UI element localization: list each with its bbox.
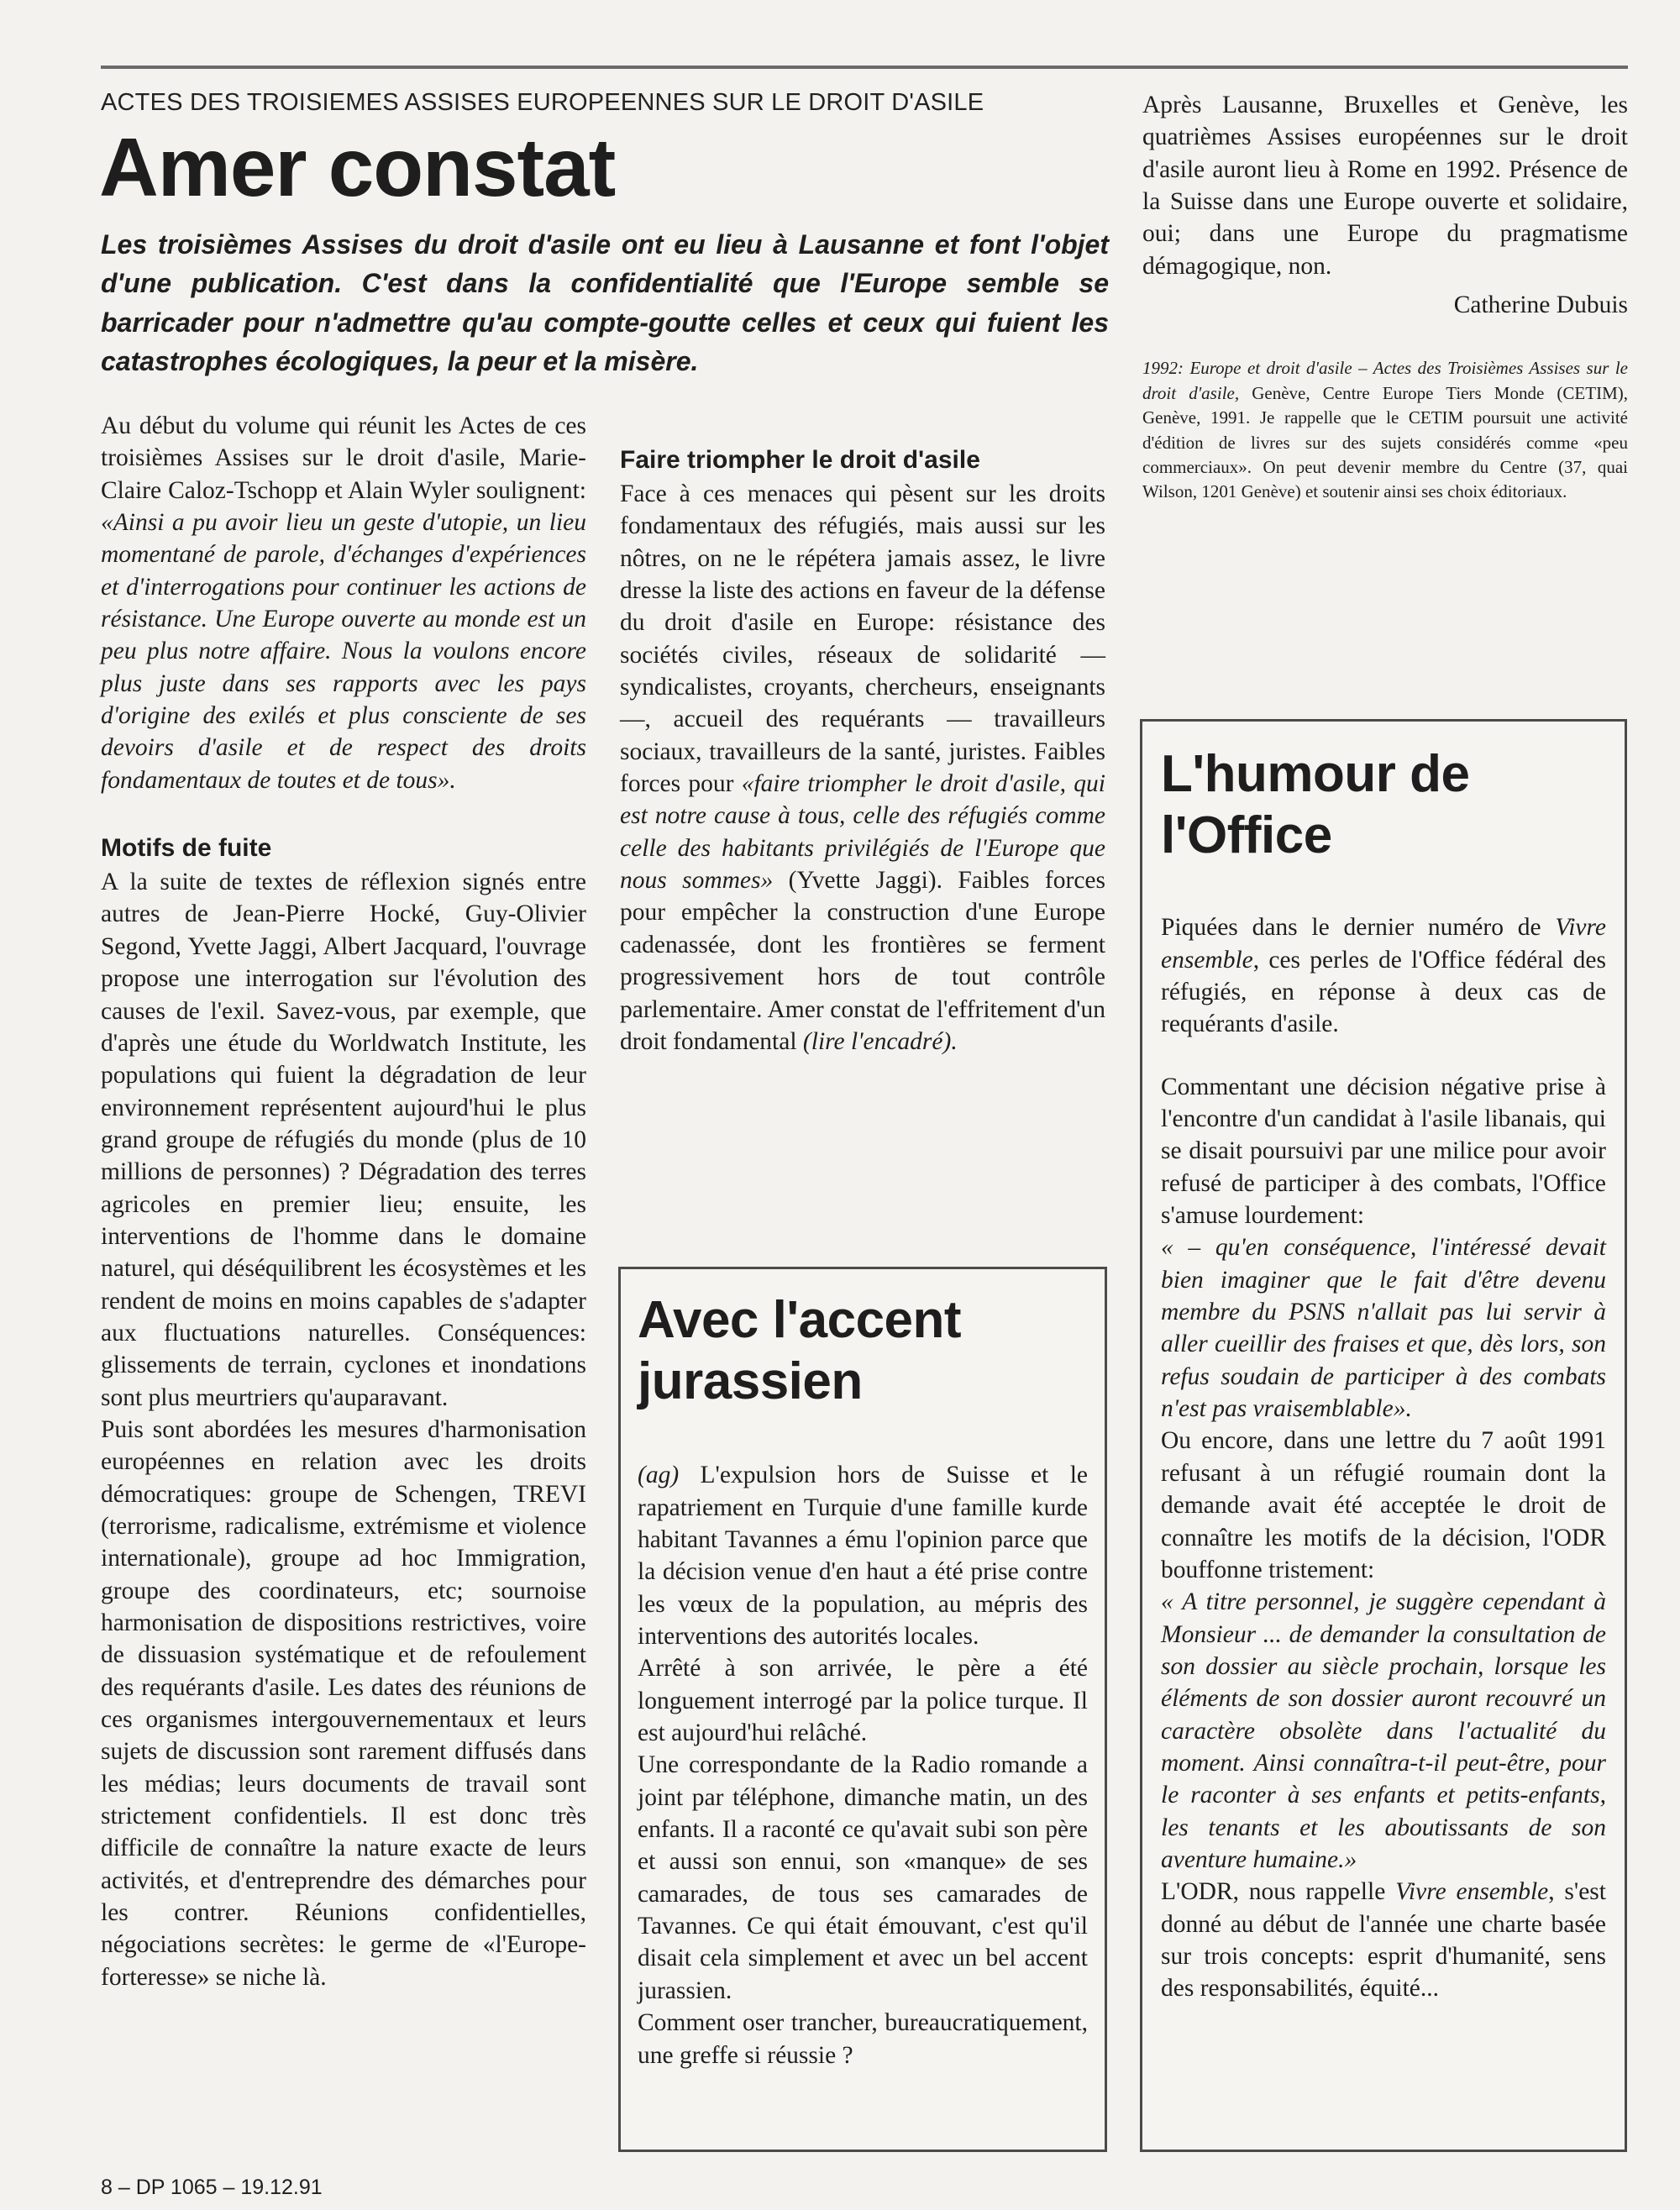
- box-office-intro: [1161, 911, 1606, 1040]
- book-reference-title: 1992: Europe et droit d'asile – Actes des Troisièmes Assises sur le droit d'asile,: [1142, 358, 1628, 403]
- box-jura-text: [638, 1459, 1088, 2071]
- box-office-text: [1161, 911, 1606, 2004]
- author-signature: Catherine Dubuis: [1453, 291, 1628, 319]
- box-jura-paragraph: [638, 1459, 1088, 1652]
- intro-text: Au début du volume qui réunit les Actes de ces troisièmes Assises sur le droit d'asile, Marie-Claire Caloz-Tschopp et Alain Wyler soulignent:: [101, 412, 586, 504]
- box-office-intro-b: , ces perles de l'Office fédéral des réfugiés, en réponse à deux cas de requérants d'asile.: [1161, 946, 1606, 1038]
- box-office-quote-2: [1161, 1586, 1606, 1876]
- actions-quote: «faire triompher le droit d'asile, qui est notre cause à tous, celle des réfugiés comme celle des habitants privilégiés de l'Europe que nous sommes»: [620, 770, 1105, 895]
- article-title: Amer constat: [99, 121, 616, 213]
- sidebar-box-jura: [618, 1267, 1107, 2152]
- box-jura-para-4: Comment oser trancher, bureaucratiquement, une greffe si réussie ?: [638, 2009, 1088, 2069]
- paragraph-harmonisation: Puis sont abordées les mesures d'harmonisation européennes en relation avec les droits démocratiques: groupe de Schengen, TREVI (terrorisme, radicalisme, extrémisme et violence internationale), groupe ad hoc Immigration, groupe des coordinateurs, etc; sournoise harmonisation de dispositions restrictives, voire de dissuasion systématique et de refoulement des requérants d'asile. Les dates des réunions de ces organismes intergouvernementaux et leurs sujets de discussion sont rarement diffusés dans les médias; leurs documents de travail sont strictement confidentiels. Il est donc très difficile de connaître la nature exacte de leurs activités, et d'entreprendre des démarches pour les contrer. Réunions confidentielles, négociations secrètes: le germe de «l'Europe-forteresse» se niche là.: [101, 1415, 586, 1991]
- box-office-intro-a: Piquées dans le dernier numéro de: [1161, 914, 1556, 942]
- article-lead: Les troisièmes Assises du droit d'asile ont eu lieu à Lausanne et font l'objet d'une publication. C'est dans la confidentialité que l'Europe semble se barricader pour n'admettre qu'au compte-goutte celles et ceux qui fuient les catastrophes écologiques, la peur et la misère.: [101, 229, 1109, 377]
- book-reference-details: Genève, Centre Europe Tiers Monde (CETIM), Genève, 1991. Je rappelle que le CETIM poursuit une activité d'édition de livres sur des sujets considérés comme «peu commerciaux». On peut devenir membre du Centre (37, quai Wilson, 1201 Genève) et soutenir ainsi ses choix éditoriaux.: [1142, 382, 1628, 502]
- box-office-para-2: Ou encore, dans une lettre du 7 août 1991 refusant à un réfugié roumain dont la demande avait été acceptée le droit de connaître les motifs de la décision, l'ODR bouffonne tristement:: [1161, 1427, 1606, 1583]
- article-column-3: [1142, 89, 1628, 505]
- actions-text: Face à ces menaces qui pèsent sur les droits fondamentaux des réfugiés, mais aussi sur les nôtres, on ne le répétera jamais assez, le livre dresse la liste des actions en faveur de la défense du droit d'asile en Europe: résistance des sociétés civiles, réseaux de solidarité — syndicalistes, croyants, chercheurs, enseignants —, accueil des requérants — travailleurs sociaux, travailleurs de la santé, juristes. Faibles forces pour: [620, 480, 1105, 798]
- box-jura-tag: (ag): [638, 1462, 680, 1489]
- paragraph-actions: [620, 478, 1105, 1058]
- paragraph-causes: A la suite de textes de réflexion signés entre autres de Jean-Pierre Hocké, Guy-Olivier Segond, Yvette Jaggi, Albert Jacquard, l'ouvrage propose une interrogation sur l'évolution des causes de l'exil. Savez-vous, par exemple, que d'après une étude du Worldwatch Institute, les populations qui fuient la dégradation de leur environnement représentent aujourd'hui le plus grand groupe de réfugiés du monde (plus de 10 millions de personnes) ? Dégradation des terres agricoles en premier lieu; ensuite, les interventions de l'homme dans le domaine naturel, qui déséquilibrent les écosystèmes et les rendent de moins en moins capables de s'adapter aux fluctuations naturelles. Conséquences: glissements de terrain, cyclones et inondations sont plus meurtriers qu'auparavant.: [101, 869, 586, 1411]
- box-jura-para-1: L'expulsion hors de Suisse et le rapatriement en Turquie d'une famille kurde habitant Tavannes a ému l'opinion parce que la décision venue d'en haut a été prise contre les vœux de la population, au mépris des interventions des autorités locales.: [638, 1462, 1088, 1651]
- box-office-para-1: Commentant une décision négative prise à l'encontre d'un candidat à l'asile libanais, qui se disait poursuivi par une milice pour avoir refusé de participer à des combats, l'Office s'amuse lourdement:: [1161, 1073, 1606, 1230]
- actions-text-end: (Yvette Jaggi). Faibles forces pour empêcher la construction d'une Europe cadenassée, dont les frontières se ferment progressivement hors de tout contrôle parlementaire. Amer constat de l'effritement d'un droit fondamental: [620, 867, 1105, 1055]
- box-office-intro-publication: Vivre ensemble: [1161, 914, 1606, 974]
- box-office-para-3-publication: Vivre ensemble: [1395, 1878, 1549, 1906]
- intro-quote: «Ainsi a pu avoir lieu un geste d'utopie, un lieu momentané de parole, d'échanges d'expériences et d'interrogations pour continuer les actions de résistance. Une Europe ouverte au monde est un peu plus notre affaire. Nous la voulons encore plus juste dans ses rapports avec les pays d'origine des exilés et plus consciente de ses devoirs d'asile et de respect des droits fondamentaux de toutes et de tous».: [101, 509, 586, 794]
- article-kicker: ACTES DES TROISIEMES ASSISES EUROPEENNES SUR LE DROIT D'ASILE: [101, 89, 984, 116]
- top-rule: [101, 66, 1628, 69]
- box-office-para-3-b: , s'est donné au début de l'année une charte basée sur trois concepts: esprit d'humanité, sens des responsabilités, équité...: [1161, 1878, 1606, 2003]
- box-office-quote-2-text: « A titre personnel, je suggère cependant à Monsieur ... de demander la consultation de son dossier au siècle prochain, lorsque les éléments de son dossier auront recouvré un caractère obsolète dans l'actualité du moment. Ainsi connaîtra-t-il peut-être, pour le raconter à ses enfants et petits-enfants, les tenants et les aboutissants de son aventure humaine.»: [1161, 1588, 1606, 1873]
- sidebar-box-office: [1140, 719, 1627, 2152]
- article-column-1: [101, 410, 586, 1993]
- box-jura-title: Avec l'accent jurassien: [638, 1291, 962, 1411]
- box-office-title: L'humour de l'Office: [1161, 745, 1470, 865]
- box-jura-para-2: Arrêté à son arrivée, le père a été longuement interrogé par la police turque. Il est aujourd'hui relâché.: [638, 1655, 1088, 1747]
- page-folio: 8 – DP 1065 – 19.12.91: [101, 2176, 323, 2199]
- box-office-quote-1-text: « – qu'en conséquence, l'intéressé devait bien imaginer que le fait d'être devenu membre du PSNS n'allait pas lui servir à aller cueillir des fraises et que, dès lors, son refus soudain de participer à des combats n'est pas vraisemblable».: [1161, 1234, 1606, 1423]
- box-office-para-3-a: L'ODR, nous rappelle: [1161, 1878, 1396, 1906]
- subhead-triompher: Faire triompher le droit d'asile: [620, 446, 980, 474]
- article-column-2: [620, 410, 1105, 1058]
- box-jura-para-3: Une correspondante de la Radio romande a joint par téléphone, dimanche matin, un des enfants. Il a raconté ce qu'avait subi son père et aussi son ennui, son «manque» de ses camarades, de tous ses camarades de Tavannes. Ce qui était émouvant, c'est qu'il disait cela simplement et avec un bel accent jurassien.: [638, 1751, 1088, 2004]
- box-office-para-3: [1161, 1876, 1606, 2004]
- box-office-quote-1: [1161, 1231, 1606, 1425]
- subhead-motifs: Motifs de fuite: [101, 834, 272, 863]
- intro-paragraph: [101, 410, 586, 796]
- actions-box-ref: (lire l'encadré).: [802, 1027, 958, 1055]
- paragraph-rome: Après Lausanne, Bruxelles et Genève, les quatrièmes Assises européennes sur le droit d'asile auront lieu à Rome en 1992. Présence de la Suisse dans une Europe ouverte et solidaire, oui; dans une Europe du pragmatisme démagogique, non.: [1142, 92, 1628, 280]
- book-reference: [1142, 356, 1628, 504]
